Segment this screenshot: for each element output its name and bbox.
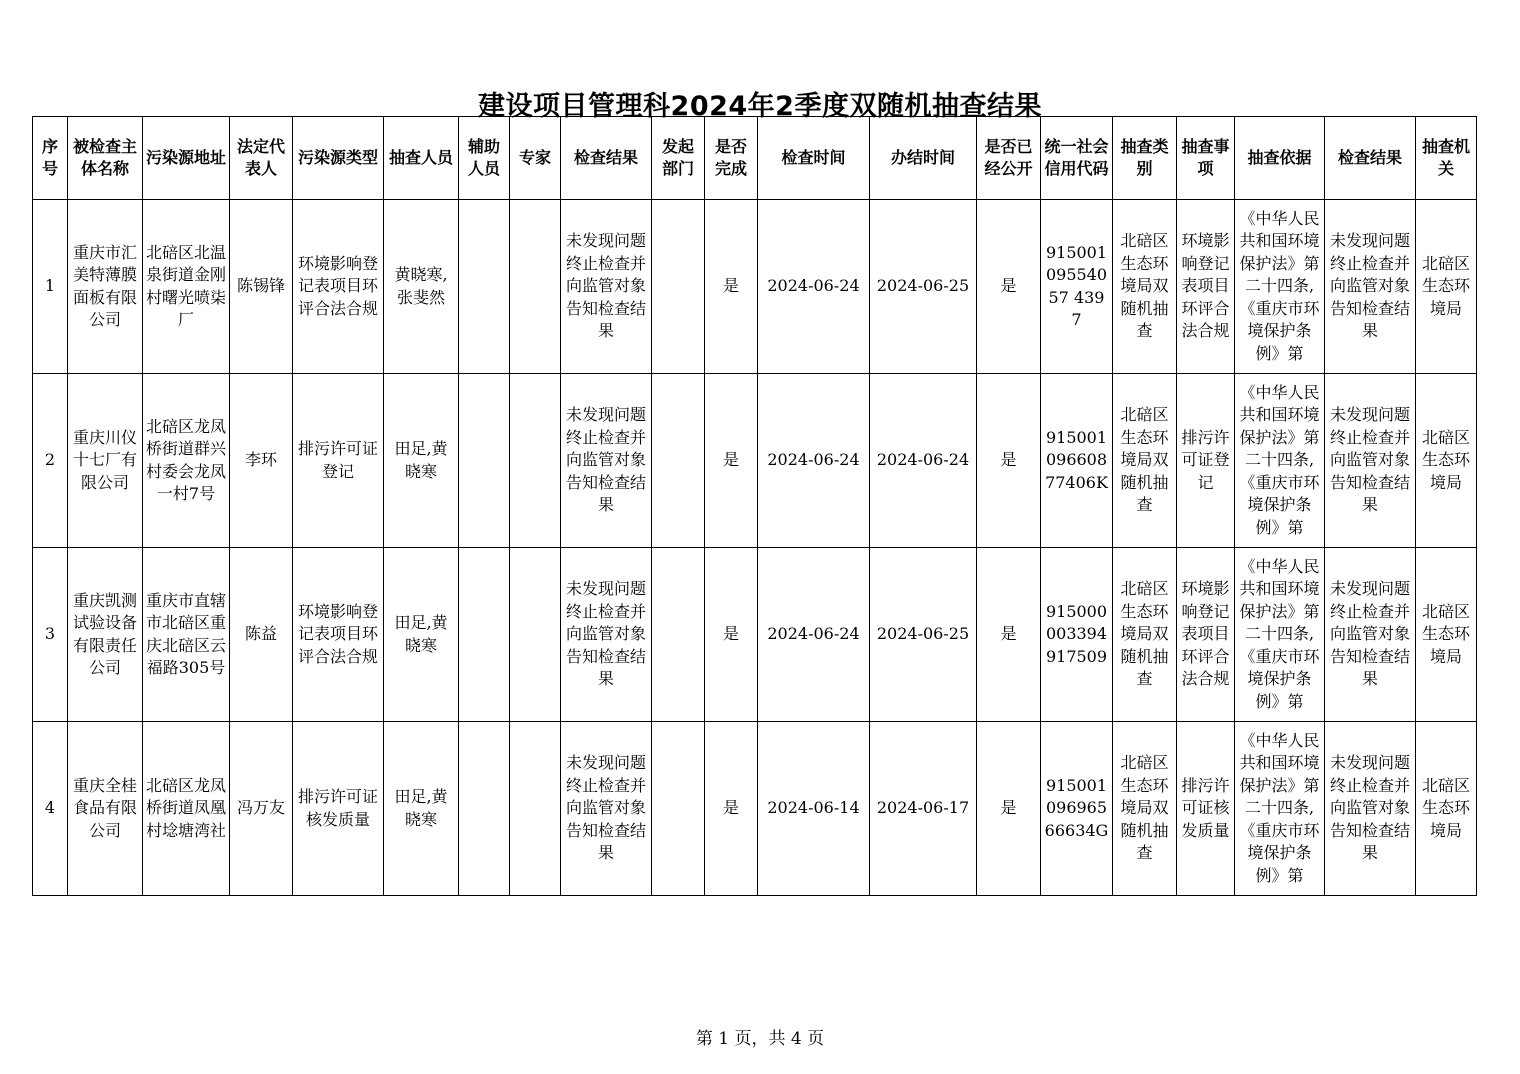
dept-cell	[652, 722, 705, 896]
legal-rep-cell: 陈益	[230, 548, 293, 722]
category-cell: 北碚区生态环境局双随机抽查	[1113, 374, 1177, 548]
table-row	[33, 548, 1477, 722]
result2-cell: 未发现问题终止检查并向监管对象告知检查结果	[1325, 722, 1416, 896]
row-number-cell: 2	[33, 374, 68, 548]
header-cell: 专家	[510, 117, 561, 200]
entity-name-cell: 重庆川仪十七厂有限公司	[68, 374, 143, 548]
check-date-cell: 2024-06-24	[758, 548, 870, 722]
completed-cell: 是	[705, 200, 758, 374]
header-cell: 是否已经公开	[977, 117, 1041, 200]
expert-cell	[510, 374, 561, 548]
item-cell	[1177, 548, 1235, 722]
row-number-cell: 4	[33, 722, 68, 896]
authority-cell: 北碚区生态环境局	[1416, 548, 1477, 722]
header-cell: 抽查依据	[1235, 117, 1325, 200]
basis-text: 《中华人民共和国环境保护法》第二十四条,《重庆市环境保护条例》第	[1239, 730, 1320, 885]
assistants-cell	[459, 200, 510, 374]
category-cell: 北碚区生态环境局双随机抽查	[1113, 548, 1177, 722]
result2-cell: 未发现问题终止检查并向监管对象告知检查结果	[1325, 548, 1416, 722]
header-cell: 统一社会信用代码	[1041, 117, 1113, 200]
source-type-cell: 排污许可证核发质量	[293, 722, 384, 896]
header-cell: 序号	[33, 117, 68, 200]
assistants-cell	[459, 548, 510, 722]
dept-cell	[652, 200, 705, 374]
address-cell: 重庆市直辖市北碚区重庆北碚区云福路305号	[143, 548, 230, 722]
expert-cell	[510, 722, 561, 896]
assistants-cell	[459, 722, 510, 896]
public-cell: 是	[977, 374, 1041, 548]
basis-text: 《中华人民共和国环境保护法》第二十四条,《重庆市环境保护条例》第	[1239, 208, 1320, 363]
credit-code-cell: 91500109660877406K	[1041, 374, 1113, 548]
source-type-cell: 排污许可证登记	[293, 374, 384, 548]
expert-cell	[510, 200, 561, 374]
address-cell: 北碚区北温泉街道金刚村曙光喷柒厂	[143, 200, 230, 374]
row-number-cell: 1	[33, 200, 68, 374]
header-cell: 被检查主体名称	[68, 117, 143, 200]
result2-cell: 未发现问题终止检查并向监管对象告知检查结果	[1325, 374, 1416, 548]
header-cell: 检查时间	[758, 117, 870, 200]
basis-text: 《中华人民共和国环境保护法》第二十四条,《重庆市环境保护条例》第	[1239, 556, 1320, 711]
inspectors-cell: 黄晓寒,张斐然	[384, 200, 459, 374]
item-cell	[1177, 722, 1235, 896]
authority-cell: 北碚区生态环境局	[1416, 722, 1477, 896]
table-row	[33, 722, 1477, 896]
close-date-cell: 2024-06-25	[870, 200, 977, 374]
assistants-cell	[459, 374, 510, 548]
public-cell: 是	[977, 200, 1041, 374]
entity-name-cell: 重庆市汇美特薄膜面板有限公司	[68, 200, 143, 374]
completed-cell: 是	[705, 374, 758, 548]
public-cell: 是	[977, 722, 1041, 896]
legal-rep-cell: 陈锡锋	[230, 200, 293, 374]
check-date-cell: 2024-06-14	[758, 722, 870, 896]
credit-code-cell: 91500109696566634G	[1041, 722, 1113, 896]
entity-name-cell: 重庆全桂食品有限公司	[68, 722, 143, 896]
basis-text: 《中华人民共和国环境保护法》第二十四条,《重庆市环境保护条例》第	[1239, 382, 1320, 537]
legal-rep-cell: 冯万友	[230, 722, 293, 896]
completed-cell: 是	[705, 548, 758, 722]
dept-cell	[652, 374, 705, 548]
check-date-cell: 2024-06-24	[758, 200, 870, 374]
header-cell: 发起部门	[652, 117, 705, 200]
table-row	[33, 374, 1477, 548]
source-type-cell: 环境影响登记表项目环评合法合规	[293, 548, 384, 722]
public-cell: 是	[977, 548, 1041, 722]
header-cell: 是否完成	[705, 117, 758, 200]
header-cell: 办结时间	[870, 117, 977, 200]
result2-cell: 未发现问题终止检查并向监管对象告知检查结果	[1325, 200, 1416, 374]
header-cell: 抽查人员	[384, 117, 459, 200]
close-date-cell: 2024-06-25	[870, 548, 977, 722]
source-type-cell: 环境影响登记表项目环评合法合规	[293, 200, 384, 374]
basis-cell	[1235, 374, 1325, 548]
header-cell: 抽查机关	[1416, 117, 1477, 200]
table-row	[33, 200, 1477, 374]
page-footer: 第 1 页，共 4 页	[695, 1029, 825, 1049]
legal-rep-cell: 李环	[230, 374, 293, 548]
item-cell	[1177, 200, 1235, 374]
header-cell: 检查结果	[561, 117, 652, 200]
credit-code-cell: 915000003394917509	[1041, 548, 1113, 722]
header-cell: 抽查事项	[1177, 117, 1235, 200]
result-cell: 未发现问题终止检查并向监管对象告知检查结果	[561, 548, 652, 722]
page-title: 建设项目管理科2024年2季度双随机抽查结果	[478, 91, 1042, 122]
result-cell: 未发现问题终止检查并向监管对象告知检查结果	[561, 722, 652, 896]
address-cell: 北碚区龙凤桥街道凤凰村埝塘湾社	[143, 722, 230, 896]
header-cell: 辅助人员	[459, 117, 510, 200]
close-date-cell: 2024-06-24	[870, 374, 977, 548]
authority-cell: 北碚区生态环境局	[1416, 200, 1477, 374]
basis-cell	[1235, 722, 1325, 896]
category-cell: 北碚区生态环境局双随机抽查	[1113, 722, 1177, 896]
header-cell: 污染源类型	[293, 117, 384, 200]
dept-cell	[652, 548, 705, 722]
address-cell: 北碚区龙凤桥街道群兴村委会龙凤一村7号	[143, 374, 230, 548]
result-cell: 未发现问题终止检查并向监管对象告知检查结果	[561, 200, 652, 374]
close-date-cell: 2024-06-17	[870, 722, 977, 896]
header-cell: 法定代表人	[230, 117, 293, 200]
completed-cell: 是	[705, 722, 758, 896]
header-cell: 污染源地址	[143, 117, 230, 200]
credit-code-cell: 91500109554057 4397	[1041, 200, 1113, 374]
header-cell: 抽查类别	[1113, 117, 1177, 200]
item-text: 排污许可证登记	[1181, 427, 1230, 492]
authority-cell: 北碚区生态环境局	[1416, 374, 1477, 548]
entity-name-cell: 重庆凯测试验设备有限责任公司	[68, 548, 143, 722]
row-number-cell: 3	[33, 548, 68, 722]
inspectors-cell: 田足,黄晓寒	[384, 374, 459, 548]
table-header-row	[33, 117, 1477, 200]
inspection-results-table	[32, 116, 1477, 896]
item-text: 环境影响登记表项目环评合法合规	[1181, 579, 1230, 689]
inspectors-cell: 田足,黄晓寒	[384, 548, 459, 722]
check-date-cell: 2024-06-24	[758, 374, 870, 548]
basis-cell	[1235, 200, 1325, 374]
header-cell: 检查结果	[1325, 117, 1416, 200]
result-cell: 未发现问题终止检查并向监管对象告知检查结果	[561, 374, 652, 548]
basis-cell	[1235, 548, 1325, 722]
category-cell: 北碚区生态环境局双随机抽查	[1113, 200, 1177, 374]
item-text: 环境影响登记表项目环评合法合规	[1181, 231, 1230, 341]
item-text: 排污许可证核发质量	[1181, 775, 1230, 840]
item-cell	[1177, 374, 1235, 548]
expert-cell	[510, 548, 561, 722]
inspectors-cell: 田足,黄晓寒	[384, 722, 459, 896]
